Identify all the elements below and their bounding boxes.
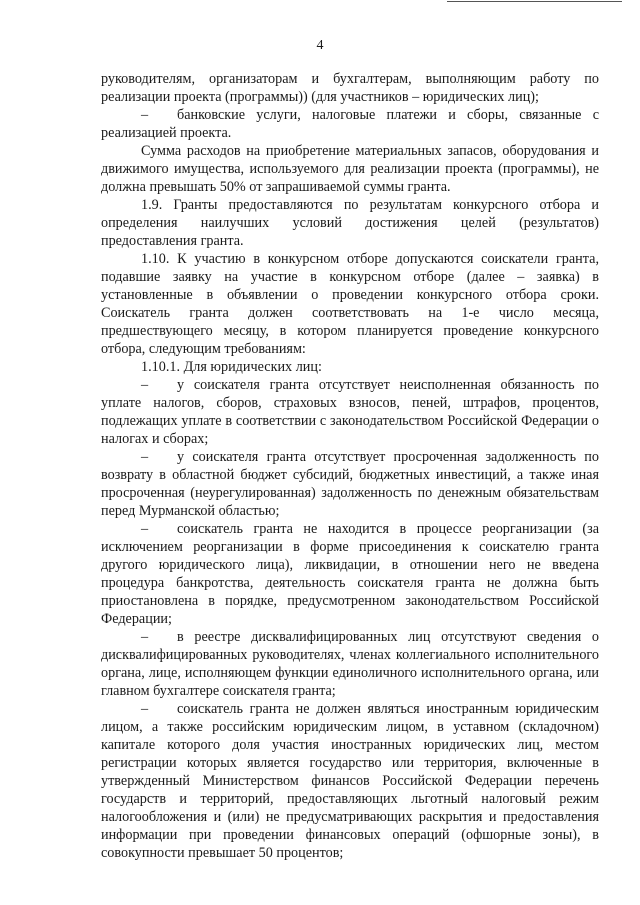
bullet-text: в реестре дисквалифицированных лиц отсутствуют сведения о дисквалифицированных руководителях, членах коллегиального исполнительного органа, лице, исполняющем функции единоличного исполнительного органа, или главном бухгалтере соискателя гранта;	[101, 629, 599, 699]
page-number: 4	[316, 38, 324, 53]
dash-marker: –	[141, 377, 149, 393]
bullet-item	[101, 448, 599, 520]
document-body	[101, 70, 599, 862]
paragraph	[101, 358, 599, 376]
bullet-text: у соискателя гранта отсутствует просроченная задолженность по возврату в областной бюджет субсидий, бюджетных инвестиций, а также иная просроченная (неурегулированная) задолженность по денежным обязательствам перед Мурманской областью;	[101, 449, 599, 519]
paragraph-text: руководителям, организаторам и бухгалтерам, выполняющим работу по реализации проекта (программы)) (для участников – юридических лиц);	[101, 71, 599, 105]
paragraph-text: 1.10.1. Для юридических лиц:	[141, 359, 322, 375]
bullet-text: банковские услуги, налоговые платежи и сборы, связанные с реализацией проекта.	[101, 107, 599, 141]
paragraph-continuation	[101, 70, 599, 106]
dash-marker: –	[141, 629, 149, 645]
bullet-text: соискатель гранта не находится в процессе реорганизации (за исключением реорганизации в форме присоединения к соискателю гранта другого юридического лица), ликвидации, в отношении него не введена процедура банкротства, деятельность соискателя гранта не должна быть приостановлена в порядке, предусмотренном законодательством Российской Федерации;	[101, 521, 599, 627]
bullet-text: соискатель гранта не должен являться иностранным юридическим лицом, а также российским юридическим лицом, в уставном (складочном) капитале которого доля участия иностранных юридических лиц, местом регистрации которых является государство или территория, включенные в утвержденный Министерством финансов Российской Федерации перечень государств и территорий, предоставляющих льготный налоговый режим налогообложения и (или) не предусматривающих раскрытия и предоставления информации при проведении финансовых операций (офшорные зоны), в совокупности превышает 50 процентов;	[101, 701, 599, 861]
dash-marker: –	[141, 107, 149, 123]
paragraph	[101, 142, 599, 196]
bullet-item	[101, 628, 599, 700]
paragraph	[101, 250, 599, 358]
paragraph-text: 1.10. К участию в конкурсном отборе допускаются соискатели гранта, подавшие заявку на участие в конкурсном отборе (далее – заявка) в установленные в объявлении о проведении конкурсного отбора сроки. Соискатель гранта должен соответствовать на 1-е число месяца, предшествующего месяцу, в котором планируется проведение конкурсного отбора, следующим требованиям:	[101, 251, 599, 357]
bullet-text: у соискателя гранта отсутствует неисполненная обязанность по уплате налогов, сборов, страховых взносов, пеней, штрафов, процентов, подлежащих уплате в соответствии с законодательством Российской Федерации о налогах и сборах;	[101, 377, 599, 447]
paragraph	[101, 196, 599, 250]
top-rule	[447, 1, 622, 2]
bullet-item	[101, 700, 599, 862]
bullet-item	[101, 376, 599, 448]
paragraph-text: Сумма расходов на приобретение материальных запасов, оборудования и движимого имущества, используемого для реализации проекта (программы), не должна превышать 50% от запрашиваемой суммы гранта.	[101, 143, 599, 195]
dash-marker: –	[141, 449, 149, 465]
bullet-item	[101, 106, 599, 142]
bullet-item	[101, 520, 599, 628]
dash-marker: –	[141, 521, 149, 537]
paragraph-text: 1.9. Гранты предоставляются по результатам конкурсного отбора и определения наилучших условий достижения целей (результатов) предоставления гранта.	[101, 197, 599, 249]
dash-marker: –	[141, 701, 149, 717]
